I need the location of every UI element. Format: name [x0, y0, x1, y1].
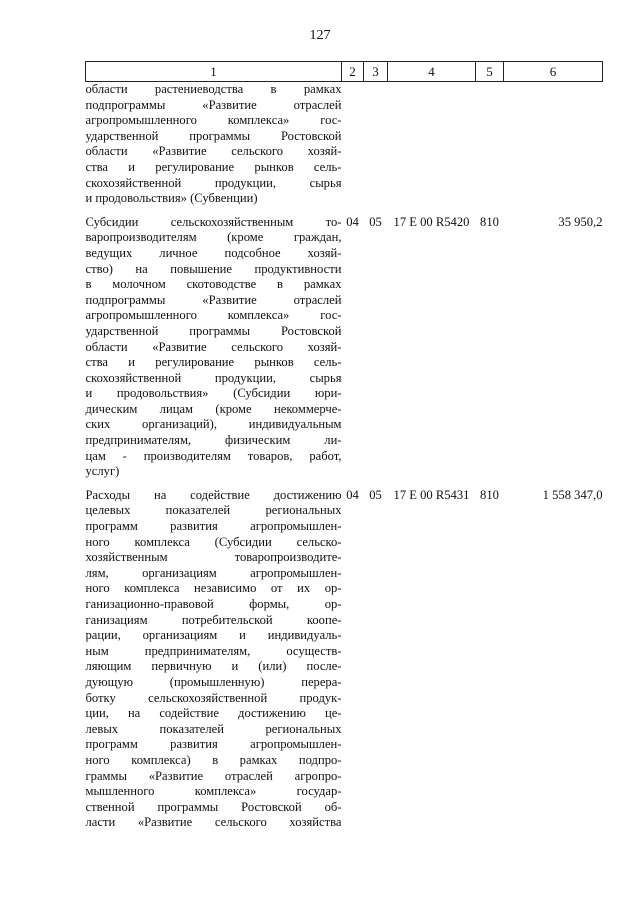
description-line: ции, на содействие достижению це- [85, 706, 342, 721]
description-line: левых показателей региональных [85, 721, 342, 736]
description-line: области растениеводства в рамках [85, 82, 342, 96]
target-article-code: 17 Е 00 R5431 [393, 487, 470, 502]
description-line: ласти «Развитие сельского хозяйства [85, 815, 342, 830]
row-description [86, 488, 342, 839]
description-line: целевых показателей региональных [85, 503, 342, 518]
description-line: скохозяйственной продукции, сырья [85, 370, 342, 385]
description-line: ударственной программы Ростовской [85, 323, 342, 338]
target-article-code: 17 Е 00 R5420 [393, 214, 470, 229]
column-header: 1 [86, 62, 342, 82]
subsection-code: 05 [369, 487, 382, 502]
description-line: ственной программы Ростовской об- [85, 799, 342, 814]
description-line: ным предпринимателям, осуществ- [85, 643, 342, 658]
description-line: и продовольствия» (Субвенции) [85, 191, 258, 206]
description-line: хозяйственным товаропроизводите- [85, 550, 342, 565]
description-line: предпринимателям, физическим ли- [85, 433, 342, 448]
description-line: ства и регулирование рынков сель- [85, 159, 342, 174]
target-article-code [388, 82, 476, 215]
description-line: программ развития агропромышлен- [85, 737, 342, 752]
description-line: ганизациям потребительской коопе- [85, 612, 342, 627]
description-line: Субсидии сельскохозяйственным то- [85, 214, 342, 229]
expense-type-code: 810 [480, 487, 499, 502]
section-code: 04 [346, 214, 359, 229]
description-line: лям, организациям агропромышлен- [85, 565, 342, 580]
description-line: подпрограммы «Развитие отраслей [85, 97, 342, 112]
description-line: ведущих личное подсобное хозяй- [85, 245, 342, 260]
description-line: программ развития агропромышлен- [85, 519, 342, 534]
section-code: 04 [346, 487, 359, 502]
description-line: в молочном скотоводстве в рамках [85, 277, 342, 292]
budget-table [85, 61, 603, 839]
description-line: граммы «Развитие отраслей агропро- [85, 768, 342, 783]
description-line: ство) на повышение продуктивности [85, 261, 342, 276]
subsection-code [364, 82, 388, 215]
description-line: и продовольствия» (Субсидии юри- [85, 386, 342, 401]
description-line: рации, организациям и индивидуаль- [85, 628, 342, 643]
table-row [86, 215, 603, 488]
description-line: ляющим первичную и (или) после- [85, 659, 342, 674]
description-line: ного комплекса независимо от их ор- [85, 581, 342, 596]
description-line: дическим лицам (кроме некоммерче- [85, 401, 342, 416]
description-line: ботку сельскохозяйственной продук- [85, 690, 342, 705]
description-line: услуг) [85, 464, 120, 479]
amount-value: 1 558 347,0 [542, 487, 603, 502]
column-header: 2 [342, 62, 364, 82]
table-row [86, 488, 603, 839]
row-description [86, 82, 342, 215]
section-code [342, 82, 364, 215]
column-header: 3 [364, 62, 388, 82]
description-line: варопроизводителям (кроме граждан, [85, 230, 342, 245]
description-line: области «Развитие сельского хозяй- [85, 144, 342, 159]
description-line: скохозяйственной продукции, сырья [85, 175, 342, 190]
description-line: Расходы на содействие достижению [85, 487, 342, 502]
description-line: подпрограммы «Развитие отраслей [85, 292, 342, 307]
expense-type-code: 810 [480, 214, 499, 229]
amount-value: 35 950,2 [558, 214, 603, 229]
amount-value [504, 82, 603, 215]
page-number: 127 [309, 28, 331, 43]
description-line: мышленного комплекса» государ- [85, 784, 342, 799]
column-header: 5 [476, 62, 504, 82]
column-header: 6 [504, 62, 603, 82]
description-line: области «Развитие сельского хозяй- [85, 339, 342, 354]
column-header: 4 [388, 62, 476, 82]
description-line: ударственной программы Ростовской [85, 128, 342, 143]
description-line: ских организаций), индивидуальным [85, 417, 342, 432]
row-description [86, 215, 342, 488]
table-row [86, 82, 603, 215]
description-line: агропромышленного комплекса» гос- [85, 308, 342, 323]
description-line: цам - производителям товаров, работ, [85, 448, 342, 463]
subsection-code: 05 [369, 214, 382, 229]
description-line: ства и регулирование рынков сель- [85, 355, 342, 370]
description-line: дующую (промышленную) перера- [85, 674, 342, 689]
description-line: ганизационно-правовой формы, ор- [85, 597, 342, 611]
description-line: ного комплекса) в рамках подпро- [85, 752, 342, 767]
description-line: ного комплекса (Субсидии сельско- [85, 534, 342, 549]
table-header-row [86, 62, 603, 82]
expense-type-code [476, 82, 504, 215]
description-line: агропромышленного комплекса» гос- [85, 113, 342, 128]
